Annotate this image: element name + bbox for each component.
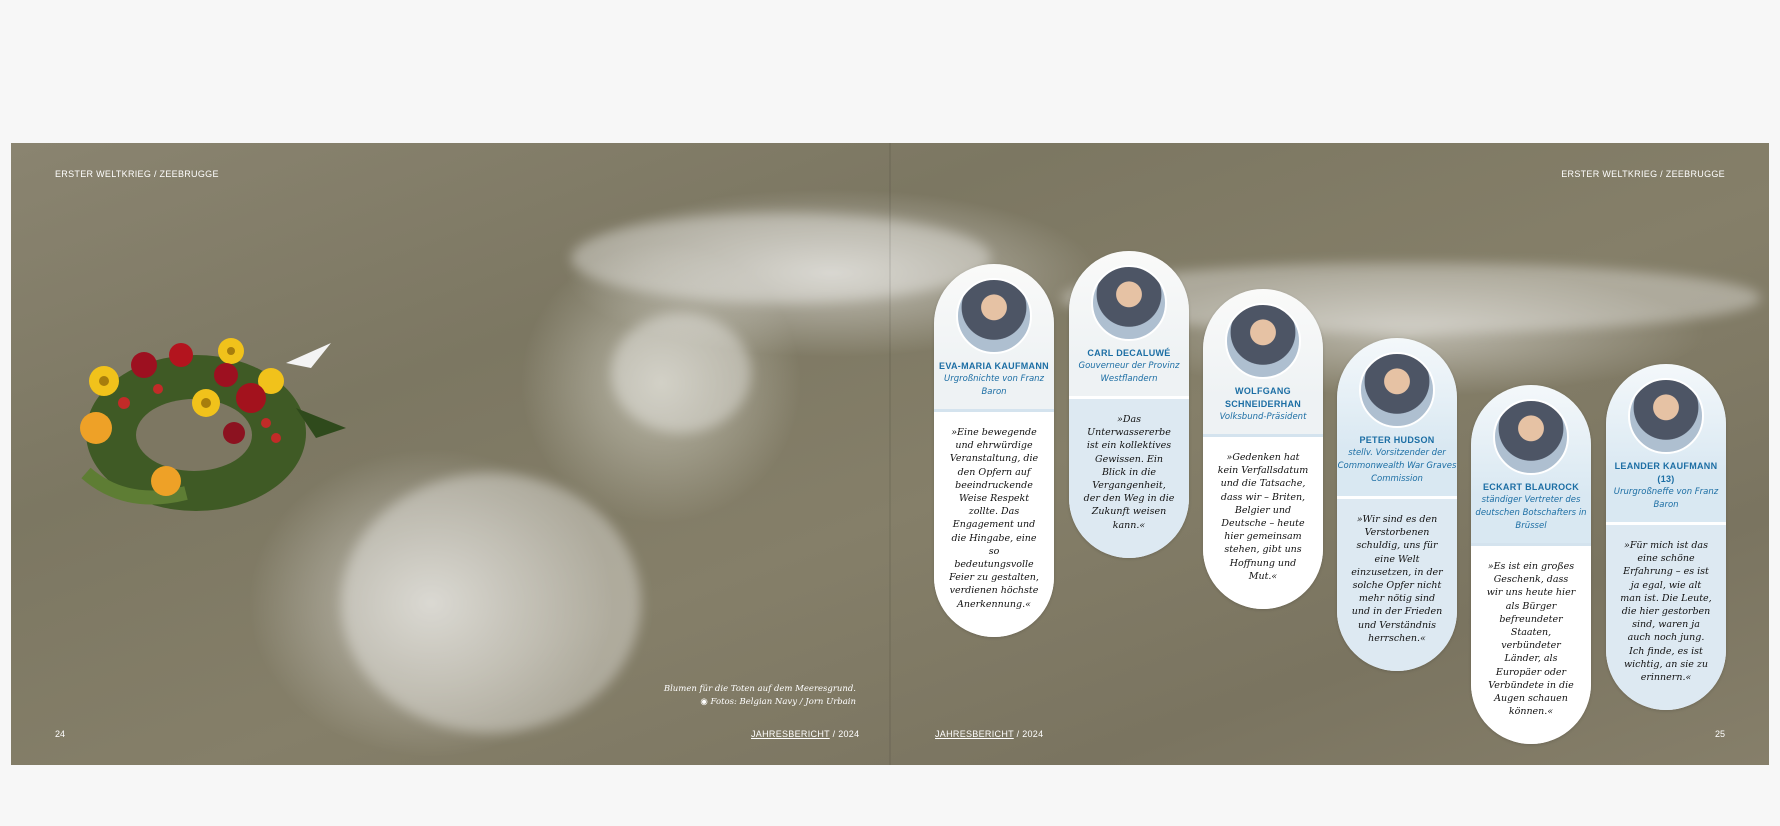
person-role: Urgroßnichte von Franz Baron [944, 374, 1044, 397]
person-role: Ururgroßneffe von Franz Baron [1613, 487, 1719, 510]
quote-card-kaufmann-leander [1606, 364, 1726, 710]
quote-card-kaufmann-eva [934, 264, 1054, 637]
portrait-avatar [1225, 303, 1301, 379]
card-header [1337, 338, 1457, 496]
person-name: CARL DECALUWÉ [1087, 348, 1171, 358]
wave-foam [571, 213, 991, 303]
card-header [934, 264, 1054, 409]
person-quote: »Wir sind es den Verstorbenen schuldig, uns für eine Welt einzusetzen, in der solche Opfer nicht mehr nötig sind und in der Frieden und Verständnis herrschen.« [1337, 496, 1457, 671]
quote-card-hudson [1337, 338, 1457, 671]
person-name: LEANDER KAUFMANN (13) [1614, 461, 1718, 484]
portrait-avatar [956, 278, 1032, 354]
wave-foam [341, 473, 641, 733]
person-quote: »Gedenken hat kein Verfallsdatum und die Tatsache, dass wir – Briten, Belgier und Deutsche – heute hier gemeinsam stehen, gibt uns Hoffnung und Mut.« [1203, 434, 1323, 609]
footer-left [751, 729, 859, 739]
caption-text: Blumen für die Toten auf dem Meeresgrund. [663, 684, 856, 694]
portrait-avatar [1493, 399, 1569, 475]
flower-wreath-image [66, 323, 386, 523]
footer-separator: / [1016, 729, 1020, 739]
person-quote: »Das Unterwassererbe ist ein kollektives Gewissen. Ein Blick in die Vergangenheit, der den Weg in die Zukunft weisen kann.« [1069, 396, 1189, 558]
footer-report-label: JAHRESBERICHT [935, 729, 1014, 739]
footer-right [935, 729, 1043, 739]
card-header [1471, 385, 1591, 543]
magazine-spread [11, 143, 1769, 765]
photo-credit-text: Fotos: Belgian Navy / Jorn Urbain [710, 697, 856, 707]
person-name: PETER HUDSON [1359, 435, 1435, 445]
person-quote: »Es ist ein großes Geschenk, dass wir uns heute hier als Bürger befreundeter Staaten, verbündeter Länder, als Europäer oder Verbündete in die Augen schauen können.« [1471, 543, 1591, 744]
footer-year: 2024 [838, 729, 860, 739]
quote-card-schneiderhan [1203, 289, 1323, 609]
page-number-right: 25 [1714, 729, 1725, 739]
footer-year: 2024 [1022, 729, 1044, 739]
quote-card-decaluwe [1069, 251, 1189, 558]
camera-icon: ◉ [700, 697, 708, 707]
person-role: stellv. Vorsitzender der Commonwealth War Graves Commission [1337, 448, 1457, 484]
person-name: EVA-MARIA KAUFMANN [939, 361, 1049, 371]
person-role: ständiger Vertreter des deutschen Botschafters in Brüssel [1475, 495, 1587, 531]
wave-foam [611, 313, 751, 433]
running-head-left: ERSTER WELTKRIEG / ZEEBRUGGE [55, 169, 219, 179]
footer-separator: / [832, 729, 836, 739]
page-gutter [889, 143, 891, 765]
person-name: WOLFGANG SCHNEIDERHAN [1224, 386, 1302, 409]
photo-credit [646, 696, 856, 709]
page-number-left: 24 [55, 729, 66, 739]
card-header [1069, 251, 1189, 396]
card-header [1606, 364, 1726, 522]
quote-card-blaurock [1471, 385, 1591, 744]
portrait-avatar [1359, 352, 1435, 428]
portrait-avatar [1628, 378, 1704, 454]
person-role: Gouverneur der Provinz Westflandern [1078, 361, 1180, 384]
person-role: Volksbund-Präsident [1219, 412, 1307, 422]
person-quote: »Eine bewegende und ehrwürdige Veranstaltung, die den Opfern auf beeindruckende Weise Respekt zollte. Das Engagement und die Hingabe, eine so bedeutungsvolle Feier zu gestalten, verdienen höchste Anerkennung.« [934, 409, 1054, 637]
person-name: ECKART BLAUROCK [1483, 482, 1579, 492]
person-quote: »Für mich ist das eine schöne Erfahrung – es ist ja egal, wie alt man ist. Die Leute, die hier gestorben sind, waren ja auch noch jung. Ich finde, es ist wichtig, an sie zu erinnern.« [1606, 522, 1726, 710]
portrait-avatar [1091, 265, 1167, 341]
photo-caption [646, 683, 856, 709]
card-header [1203, 289, 1323, 434]
footer-report-label: JAHRESBERICHT [751, 729, 830, 739]
running-head-right: ERSTER WELTKRIEG / ZEEBRUGGE [1561, 169, 1725, 179]
